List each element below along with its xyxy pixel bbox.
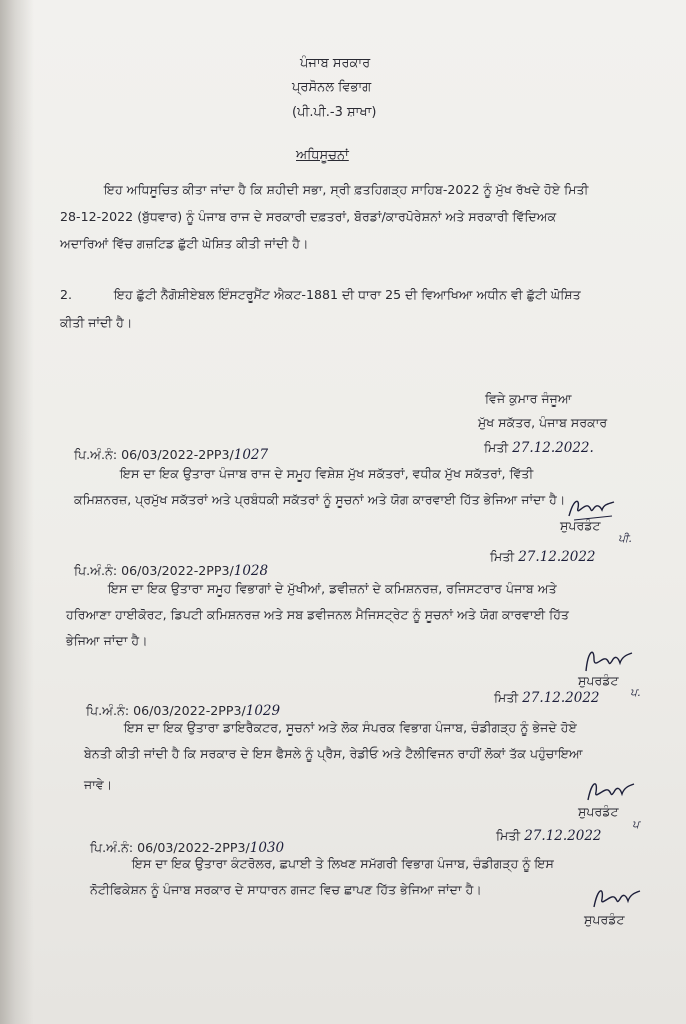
sign-note-2: ਪ. [630, 686, 641, 699]
signature-3 [584, 778, 638, 806]
para1-line2: 28-12-2022 (ਬੁੱਧਵਾਰ) ਨੂੰ ਪੰਜਾਬ ਰਾਜ ਦੇ ਸਰਕਾਰੀ ਦਫ਼ਤਰਾਂ, ਬੋਰਡਾਂ/ਕਾਰਪੋਰੇਸ਼ਨਾਂ ਅਤੇ ਸਰਕਾਰੀ ਵਿੱਦਿਅਕ [60, 209, 557, 224]
para1-line1: ਇਹ ਅਧਿਸੂਚਿਤ ਕੀਤਾ ਜਾਂਦਾ ਹੈ ਕਿ ਸ਼ਹੀਦੀ ਸਭਾ, ਸ੍ਰੀ ਫ਼ਤਹਿਗੜ੍ਹ ਸਾਹਿਬ-2022 ਨੂੰ ਮੁੱਖ ਰੱਖਦੇ ਹੋਏ ਮਿਤੀ [104, 182, 589, 197]
endorsement-2-line1: ਇਸ ਦਾ ਇਕ ਉਤਾਰਾ ਸਮੂਹ ਵਿਭਾਗਾਂ ਦੇ ਮੁੱਖੀਆਂ, ਡਵੀਜ਼ਨਾਂ ਦੇ ਕਮਿਸ਼ਨਰਜ਼, ਰਜਿਸਟਰਾਰ ਪੰਜਾਬ ਅਤੇ [108, 581, 557, 596]
endorsement-3-line2: ਬੇਨਤੀ ਕੀਤੀ ਜਾਂਦੀ ਹੈ ਕਿ ਸਰਕਾਰ ਦੇ ਇਸ ਫੈਸਲੇ ਨੂੰ ਪ੍ਰੈਸ, ਰੇਡੀਓ ਅਤੇ ਟੈਲੀਵਿਜਨ ਰਾਹੀਂ ਲੋਕਾਂ ਤੱਕ ਪਹੁੰਚਾਇਆ [84, 746, 583, 761]
endorsement-1-line2: ਕਮਿਸ਼ਨਰਜ਼, ਪ੍ਰਮੁੱਖ ਸਕੱਤਰਾਂ ਅਤੇ ਪ੍ਰਬੰਧਕੀ ਸਕੱਤਰਾਂ ਨੂੰ ਸੂਚਨਾਂ ਅਤੇ ਯੋਗ ਕਾਰਵਾਈ ਹਿੱਤ ਭੇਜਿਆ ਜਾਂਦਾ ਹੈ। [74, 492, 566, 507]
memo-number-2: ਪਿ.ਅੰ.ਨੰ: 06/03/2022-2PP3/1028 [74, 563, 269, 579]
header-branch: (ਪੀ.ਪੀ.-3 ਸ਼ਾਖਾ) [292, 105, 377, 120]
memo-number-3: ਪਿ.ਅੰ.ਨੰ: 06/03/2022-2PP3/1029 [86, 703, 281, 719]
para2-number: 2. [60, 287, 73, 302]
sign-label-3: ਸੁਪਰਡੰਟ [578, 804, 619, 819]
para1-line3: ਅਦਾਰਿਆਂ ਵਿੱਚ ਗਜ਼ਟਿਡ ਛੁੱਟੀ ਘੋਸ਼ਿਤ ਕੀਤੀ ਜਾਂਦੀ ਹੈ। [60, 236, 309, 251]
memo-number-1: ਪਿ.ਅੰ.ਨੰ: 06/03/2022-2PP3/1027 [74, 447, 269, 463]
memo-date-3: ਮਿਤੀ 27.12.2022 [494, 690, 600, 706]
header-department: ਪ੍ਰਸੋਨਲ ਵਿਭਾਗ [292, 80, 372, 95]
sign-label-1: ਸੁਪਰਡੰਟ [560, 518, 601, 533]
endorsement-3-line1: ਇਸ ਦਾ ਇਕ ਉਤਾਰਾ ਡਾਇਰੈਕਟਰ, ਸੂਚਨਾਂ ਅਤੇ ਲੋਕ ਸੰਪਰਕ ਵਿਭਾਗ ਪੰਜਾਬ, ਚੰਡੀਗੜ੍ਹ ਨੂੰ ਭੇਜਦੇ ਹੋਏ [124, 720, 577, 735]
memo-date-1: ਮਿਤੀ 27.12.2022. [484, 440, 594, 456]
endorsement-2-line3: ਭੇਜਿਆ ਜਾਂਦਾ ਹੈ। [66, 633, 148, 648]
signature-2 [582, 647, 636, 675]
header-government: ਪੰਜਾਬ ਸਰਕਾਰ [300, 56, 371, 71]
endorsement-4-line2: ਨੋਟੀਫਿਕੇਸ਼ਨ ਨੂੰ ਪੰਜਾਬ ਸਰਕਾਰ ਦੇ ਸਾਧਾਰਨ ਗਜਟ ਵਿਚ ਛਾਪਣ ਹਿੱਤ ਭੇਜਿਆ ਜਾਂਦਾ ਹੈ। [90, 882, 482, 897]
sign-note-1: ਪੀ. [618, 532, 632, 545]
page-shadow [0, 0, 34, 1024]
sign-note-3: ਪ [632, 818, 640, 831]
endorsement-2-line2: ਹਰਿਆਣਾ ਹਾਈਕੋਰਟ, ਡਿਪਟੀ ਕਮਿਸ਼ਨਰਜ਼ ਅਤੇ ਸਬ ਡਵੀਜਨਲ ਮੈਜਿਸਟ੍ਰੇਟ ਨੂੰ ਸੂਚਨਾਂ ਅਤੇ ਯੋਗ ਕਾਰਵਾਈ ਹਿੱਤ [66, 607, 569, 622]
notification-title: ਅਧਿਸੂਚਨਾਂ [296, 148, 349, 163]
memo-date-4: ਮਿਤੀ 27.12.2022 [496, 828, 602, 844]
para2-line1: ਇਹ ਛੁੱਟੀ ਨੈਗੋਸ਼ੀਏਬਲ ਇੰਸਟਰੂਮੈਂਟ ਐਕਟ-1881 ਦੀ ਧਾਰਾ 25 ਦੀ ਵਿਆਖਿਆ ਅਧੀਨ ਵੀ ਛੁੱਟੀ ਘੋਸ਼ਿਤ [114, 287, 581, 302]
endorsement-1-line1: ਇਸ ਦਾ ਇਕ ਉਤਾਰਾ ਪੰਜਾਬ ਰਾਜ ਦੇ ਸਮੂਹ ਵਿਸ਼ੇਸ਼ ਮੁੱਖ ਸਕੱਤਰਾਂ, ਵਧੀਕ ਮੁੱਖ ਸਕੱਤਰਾਂ, ਵਿੱਤੀ [120, 466, 534, 481]
endorsement-3-line3: ਜਾਵੇ। [84, 777, 113, 792]
memo-date-2: ਮਿਤੀ 27.12.2022 [490, 549, 596, 565]
endorsement-4-line1: ਇਸ ਦਾ ਇਕ ਉਤਾਰਾ ਕੰਟਰੋਲਰ, ਛਪਾਈ ਤੇ ਲਿਖਣ ਸਮੱਗਰੀ ਵਿਭਾਗ ਪੰਜਾਬ, ਚੰਡੀਗੜ੍ਹ ਨੂੰ ਇਸ [132, 856, 554, 871]
memo-number-4: ਪਿ.ਅੰ.ਨੰ: 06/03/2022-2PP3/1030 [90, 840, 285, 856]
signatory-designation: ਮੁੱਖ ਸਕੱਤਰ, ਪੰਜਾਬ ਸਰਕਾਰ [478, 415, 608, 430]
signature-4 [590, 885, 644, 913]
sign-label-4: ਸੁਪਰਡੰਟ [584, 912, 625, 927]
para2-line2: ਕੀਤੀ ਜਾਂਦੀ ਹੈ। [60, 315, 133, 330]
sign-label-2: ਸੁਪਰਡੰਟ [578, 673, 619, 688]
signatory-name: ਵਿਜੇ ਕੁਮਾਰ ਜੰਜੂਆ [485, 391, 572, 406]
